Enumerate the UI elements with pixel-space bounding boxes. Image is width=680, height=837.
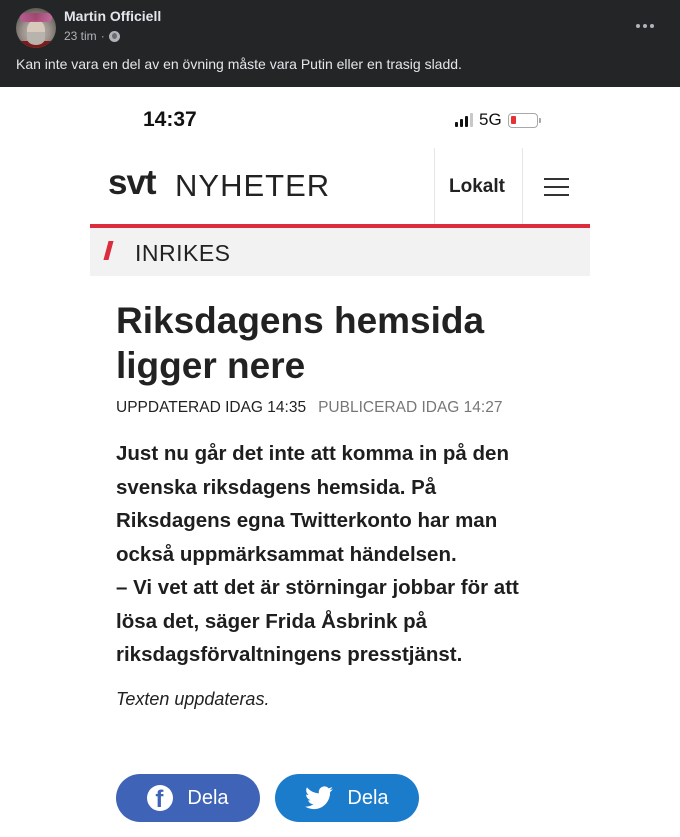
share-facebook-label: Dela (187, 786, 229, 809)
update-note: Texten uppdateras. (116, 689, 270, 709)
avatar-beard (27, 32, 45, 45)
article-headline: Riksdagens hemsida ligger nere (116, 300, 485, 386)
lokalt-link[interactable]: Lokalt (449, 176, 505, 197)
section-label[interactable]: INRIKES (135, 240, 231, 266)
author-avatar[interactable] (16, 8, 56, 48)
facebook-post-header (0, 0, 680, 87)
more-options-icon (650, 24, 654, 28)
svt-site-header (90, 148, 590, 226)
svt-logo[interactable]: svt (108, 163, 156, 202)
signal-icon (455, 113, 473, 127)
lead-line: svenska riksdagens hemsida. På (116, 475, 437, 499)
lead-line: Just nu går det inte att komma in på den (116, 442, 509, 465)
more-options-icon (636, 24, 640, 28)
header-divider (522, 148, 523, 224)
lead-line: också uppmärksammat händelsen. (116, 542, 457, 566)
avatar-band (20, 13, 52, 22)
article-dates (116, 399, 502, 417)
share-facebook-button[interactable] (116, 774, 260, 822)
meta-separator: · (100, 29, 105, 43)
facebook-icon (147, 785, 173, 811)
globe-icon[interactable] (109, 31, 120, 42)
more-options-icon (643, 24, 647, 28)
lead-line: Riksdagens egna Twitterkonto har man (116, 509, 498, 532)
updated-date: UPPDATERAD IDAG 14:35 (116, 399, 307, 416)
header-divider (434, 148, 435, 224)
status-bar-time: 14:37 (143, 108, 197, 131)
share-twitter-label: Dela (347, 786, 389, 809)
lead-line: lösa det, säger Frida Åsbrink på (116, 609, 428, 633)
status-bar-indicators (455, 110, 538, 130)
post-time[interactable]: 23 tim (64, 29, 97, 43)
lead-line: – Vi vet att det är störningar jobbar för att (116, 576, 519, 599)
battery-icon (508, 113, 538, 128)
section-bar (90, 228, 590, 276)
twitter-icon (305, 786, 333, 810)
network-label: 5G (479, 110, 502, 129)
author-name[interactable]: Martin Officiell (64, 8, 162, 24)
svt-brand[interactable]: NYHETER (175, 168, 331, 203)
published-date: PUBLICERAD IDAG 14:27 (318, 399, 503, 416)
post-meta (64, 29, 120, 43)
share-twitter-button[interactable] (275, 774, 419, 822)
hamburger-menu-icon[interactable] (544, 178, 569, 196)
post-text: Kan inte vara en del av en övning måste vara Putin eller en trasig sladd. (16, 56, 462, 72)
section-slash-icon (103, 241, 113, 260)
article-lead (116, 437, 566, 672)
lead-line: riksdagsförvaltningens presstjänst. (116, 643, 463, 666)
more-options-button[interactable] (636, 21, 656, 31)
